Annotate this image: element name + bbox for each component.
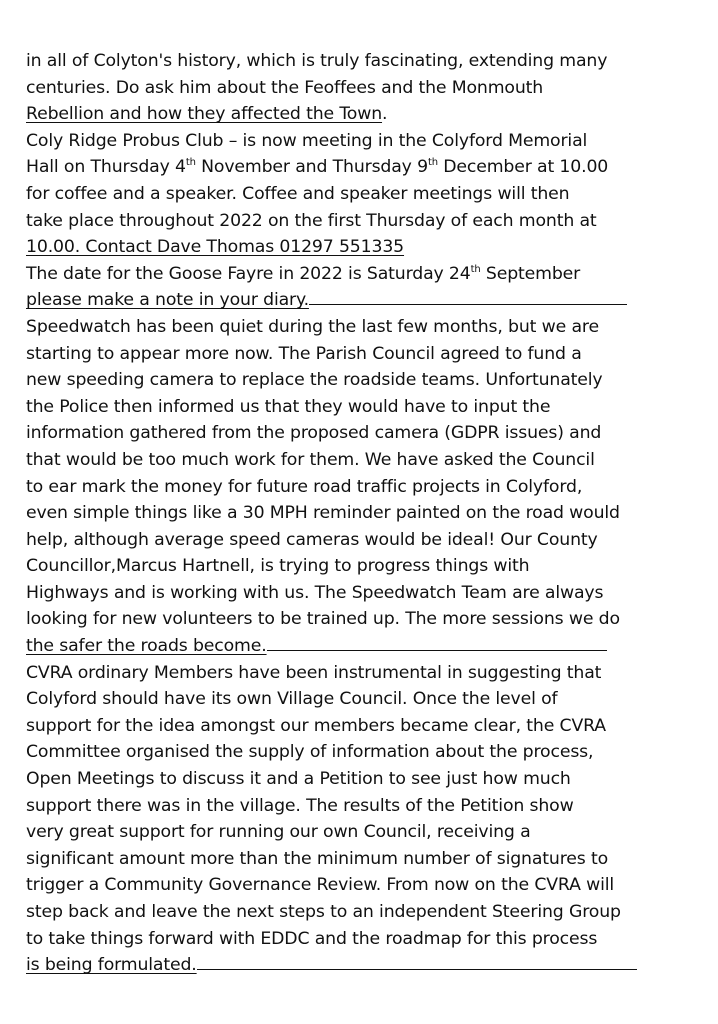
text-line: Colyford should have its own Village Council. Once the level of (26, 689, 558, 710)
text-line: Open Meetings to discuss it and a Petition to see just how much (26, 769, 571, 790)
text-line: help, although average speed cameras would be ideal! Our County (26, 529, 598, 550)
speedwatch-paragraph (26, 314, 698, 660)
text-line: new speeding camera to replace the roadside teams. Unfortunately (26, 370, 603, 391)
text-line: even simple things like a 30 MPH reminder painted on the road would (26, 503, 620, 524)
intro-paragraph (26, 48, 698, 128)
separator-rule (267, 650, 607, 651)
underlined-text: 10.00. Contact Dave Thomas 01297 551335 (26, 237, 405, 258)
text-line: in all of Colyton's history, which is truly fascinating, extending many (26, 51, 608, 71)
text-line (26, 154, 698, 181)
text-line (26, 633, 698, 660)
text-line: support there was in the village. The results of the Petition show (26, 795, 574, 816)
text-line: to take things forward with EDDC and the roadmap for this process (26, 928, 598, 949)
ordinal-suffix: th (470, 263, 481, 275)
text-line: Councillor,Marcus Hartnell, is trying to progress things with (26, 556, 530, 577)
separator-rule (309, 304, 627, 305)
underlined-text: Rebellion and how they affected the Town (26, 104, 383, 125)
text-line: starting to appear more now. The Parish Council agreed to fund a (26, 343, 582, 364)
text-line: Coly Ridge Probus Club – is now meeting in the Colyford Memorial (26, 130, 588, 151)
underlined-text: is being formulated. (26, 955, 197, 976)
text-line: CVRA ordinary Members have been instrumental in suggesting that (26, 662, 602, 683)
text-line: that would be too much work for them. We have asked the Council (26, 449, 595, 470)
text-line: take place throughout 2022 on the first Thursday of each month at (26, 210, 597, 231)
text-line (26, 261, 698, 288)
text-line: support for the idea amongst our members became clear, the CVRA (26, 715, 606, 736)
text-line: information gathered from the proposed camera (GDPR issues) and (26, 423, 602, 444)
text-fragment: The date for the Goose Fayre in 2022 is Saturday 24 (26, 263, 471, 284)
text-fragment: December at 10.00 (437, 157, 609, 178)
text-line: the Police then informed us that they would have to input the (26, 396, 551, 417)
text-line: Highways and is working with us. The Speedwatch Team are always (26, 582, 604, 603)
text-line: step back and leave the next steps to an independent Steering Group (26, 902, 621, 922)
text-line (26, 234, 698, 261)
text-line: centuries. Do ask him about the Feoffees and the Monmouth (26, 77, 544, 98)
ordinal-suffix: th (185, 157, 196, 169)
cvra-paragraph (26, 660, 698, 979)
text-line: for coffee and a speaker. Coffee and speaker meetings will then (26, 183, 570, 204)
goose-fayre-paragraph (26, 261, 698, 314)
text-fragment: September (480, 263, 581, 284)
text-line: Committee organised the supply of information about the process, (26, 742, 594, 763)
underlined-text: the safer the roads become. (26, 636, 267, 657)
text-fragment: Hall on Thursday 4 (26, 157, 186, 178)
document-page (26, 48, 698, 979)
probus-paragraph (26, 128, 698, 261)
text-line: very great support for running our own Council, receiving a (26, 822, 531, 843)
underlined-text: please make a note in your diary. (26, 290, 309, 311)
text-line: Speedwatch has been quiet during the last few months, but we are (26, 316, 599, 337)
text-fragment: . (382, 104, 388, 125)
text-line: to ear mark the money for future road traffic projects in Colyford, (26, 476, 583, 497)
text-line: significant amount more than the minimum number of signatures to (26, 848, 609, 869)
text-line (26, 101, 698, 128)
separator-rule (197, 969, 637, 970)
text-fragment: November and Thursday 9 (195, 157, 428, 178)
text-line (26, 287, 698, 314)
ordinal-suffix: th (427, 157, 438, 169)
text-line: looking for new volunteers to be trained up. The more sessions we do (26, 609, 620, 630)
text-line (26, 952, 698, 979)
text-line: trigger a Community Governance Review. From now on the CVRA will (26, 875, 615, 896)
